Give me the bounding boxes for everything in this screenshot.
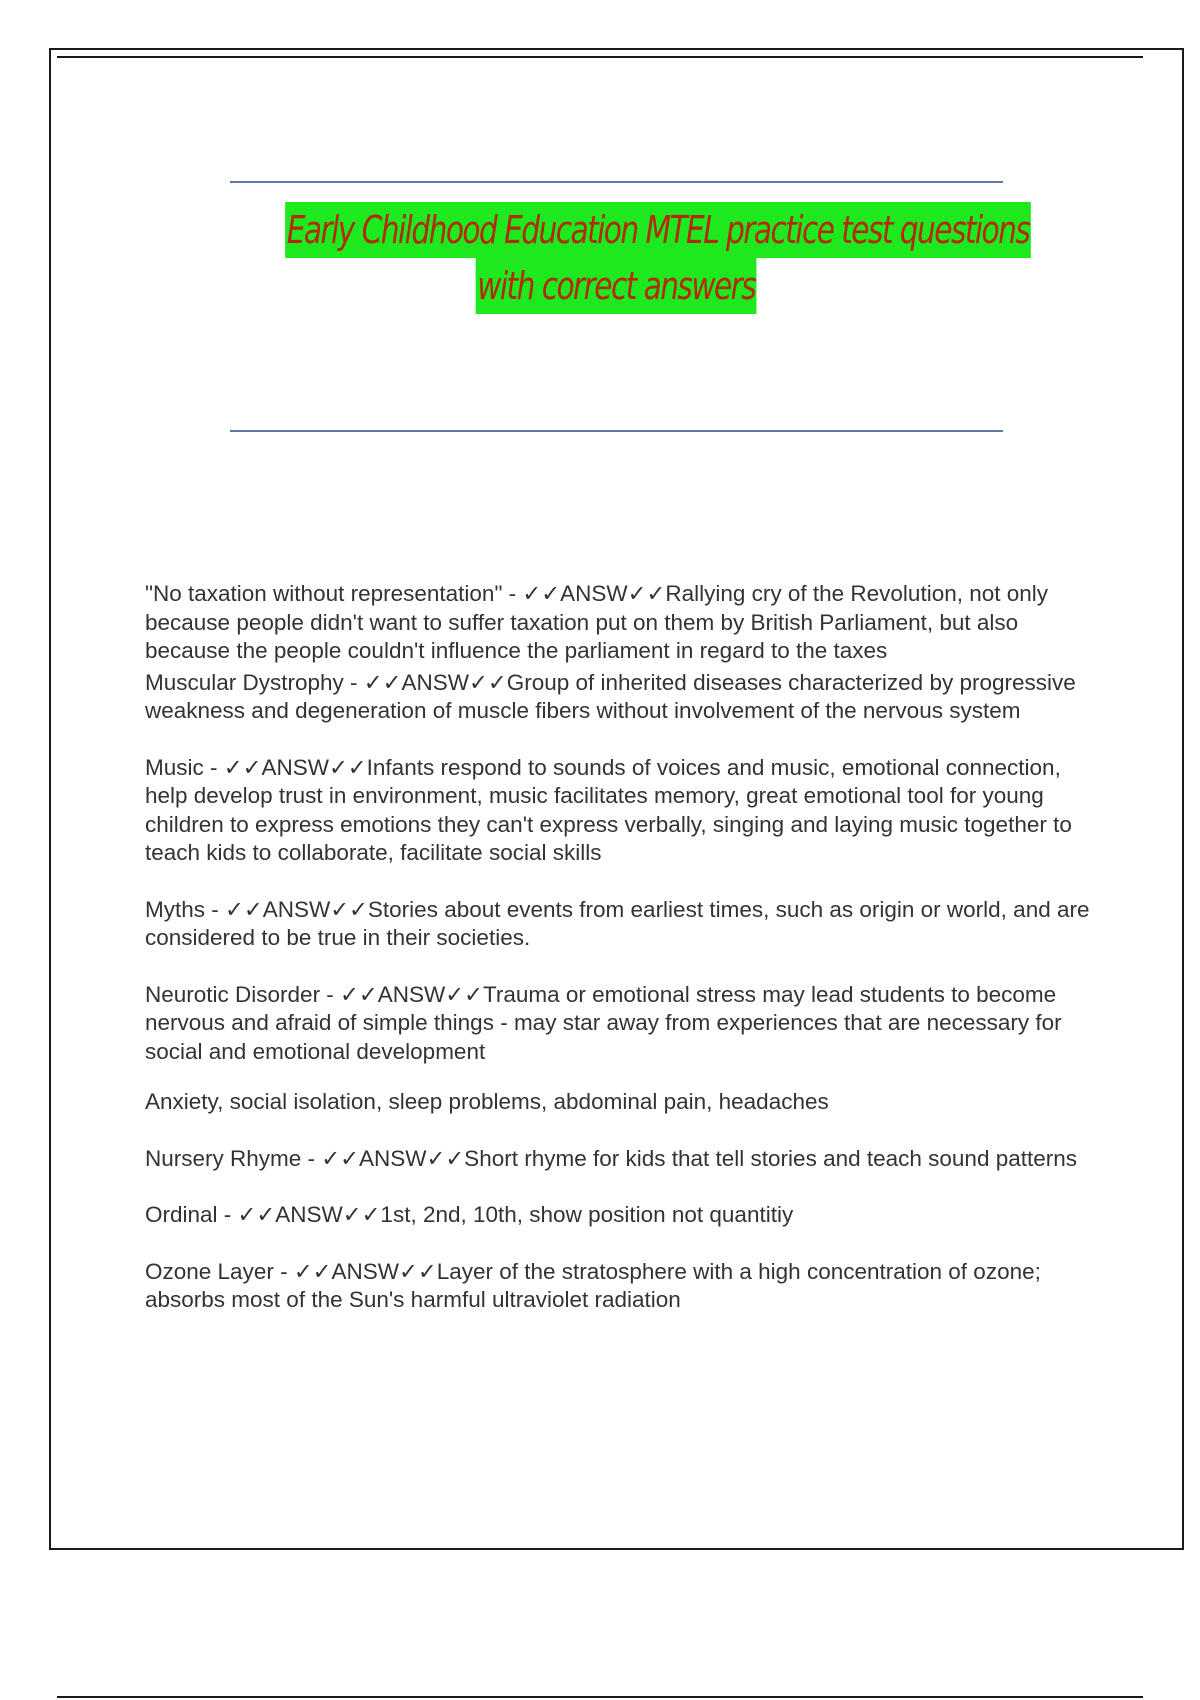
- entry-neurotic-disorder: Neurotic Disorder - ✓✓ANSW✓✓Trauma or emotional stress may lead students to become nervous and afraid of simple things - may star away from experiences that are necessary for social and emotional development: [145, 981, 1062, 1064]
- entry-anxiety-symptoms: Anxiety, social isolation, sleep problems, abdominal pain, headaches: [145, 1089, 829, 1114]
- top-rule: [57, 56, 1143, 58]
- title-divider-bottom: [230, 430, 1003, 432]
- document-title: [180, 202, 1053, 314]
- entry-ordinal: Ordinal - ✓✓ANSW✓✓1st, 2nd, 10th, show position not quantitiy: [145, 1202, 794, 1227]
- entry-myths: Myths - ✓✓ANSW✓✓Stories about events from earliest times, such as origin or world, and are considered to be true in their societies.: [145, 896, 1090, 950]
- entry-ozone-layer: Ozone Layer - ✓✓ANSW✓✓Layer of the stratosphere with a high concentration of ozone; absorbs most of the Sun's harmful ultraviolet radiation: [145, 1258, 1041, 1312]
- title-line-2: with correct answers: [476, 258, 757, 314]
- flashcard-list: [145, 580, 1100, 1315]
- title-divider-top: [230, 181, 1003, 183]
- entry-nursery-rhyme: Nursery Rhyme - ✓✓ANSW✓✓Short rhyme for kids that tell stories and teach sound patterns: [145, 1145, 1078, 1171]
- entry-muscular-dystrophy: Muscular Dystrophy - ✓✓ANSW✓✓Group of inherited diseases characterized by progressive weakness and degeneration of muscle fibers without involvement of the nervous system: [145, 669, 1076, 723]
- next-page-rule: [57, 1696, 1143, 1698]
- entry-no-taxation: "No taxation without representation" - ✓✓ANSW✓✓Rallying cry of the Revolution, not only because people didn't want to suffer taxation put on them by British Parliament, but also because the people couldn't influence the parliament in regard to the taxes: [145, 581, 1049, 663]
- entry-music: Music - ✓✓ANSW✓✓Infants respond to sounds of voices and music, emotional connection, help develop trust in environment, music facilitates memory, great emotional tool for young children to express emotions they can't express verbally, singing and laying music together to teach kids to collaborate, facilitate social skills: [145, 754, 1072, 865]
- title-line-1: Early Childhood Education MTEL practice test questions: [285, 202, 1031, 258]
